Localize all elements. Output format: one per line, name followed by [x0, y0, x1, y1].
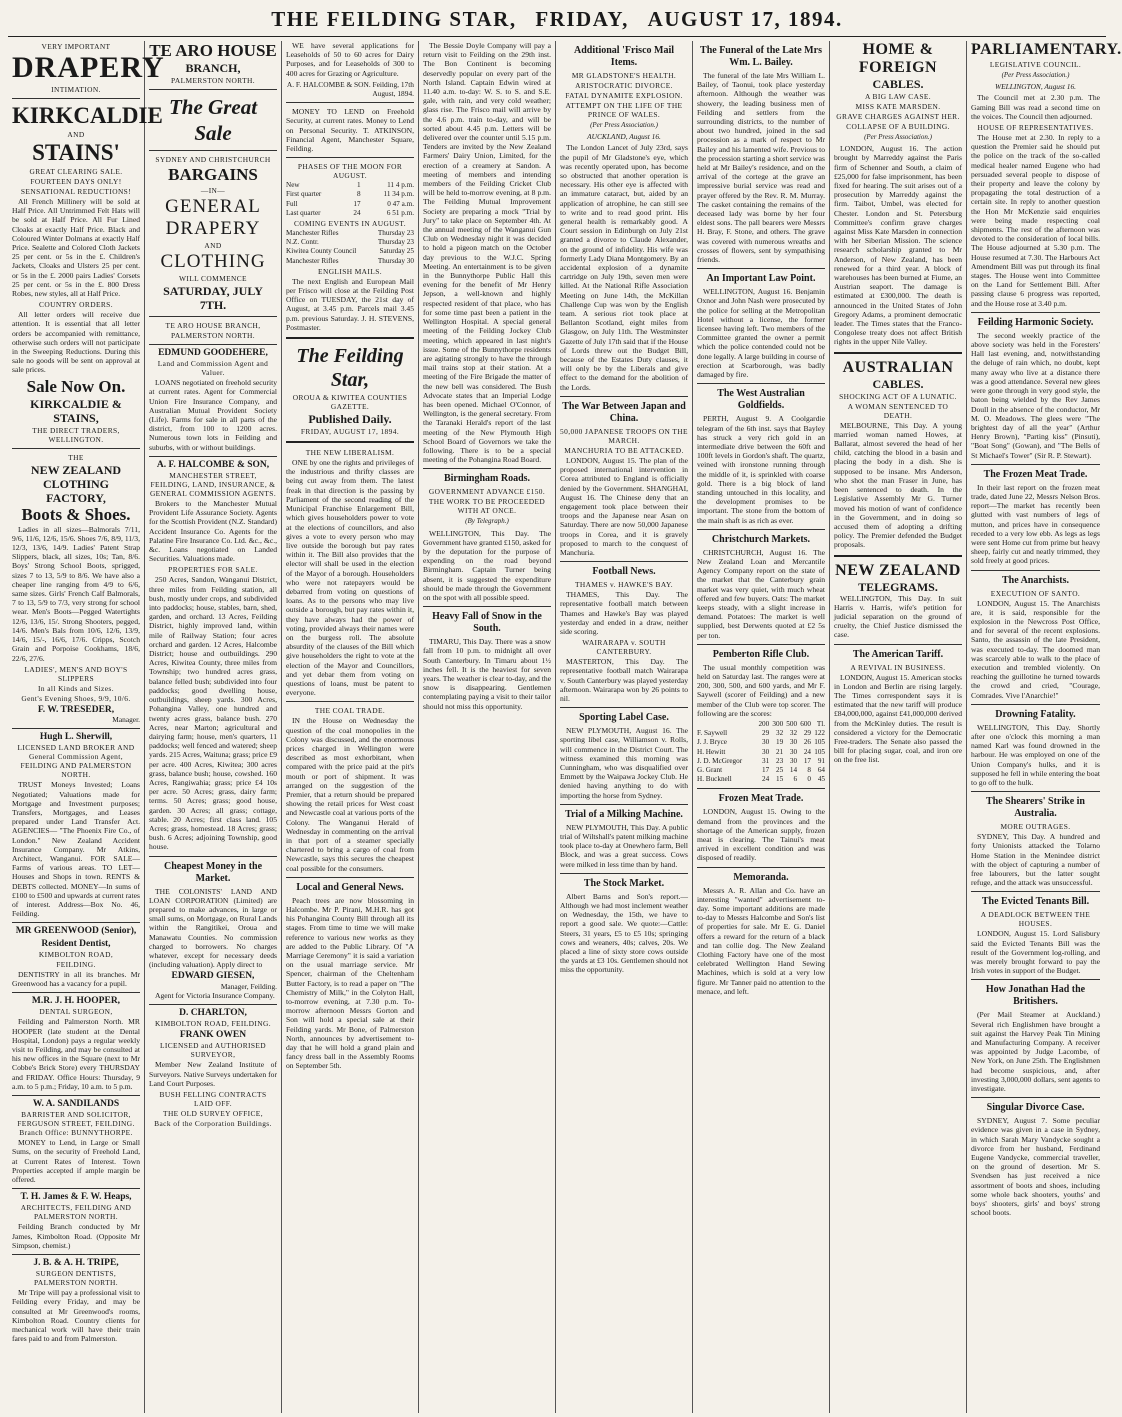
jonathan-heading: How Jonathan Had the Britishers.	[985, 984, 1086, 1008]
divorce-text: SYDNEY, August 7. Some peculiar evidence was given in a case in Sydney, in which Sarah Mary Vandycke sought a divorce from her husband, Ferdinand Eugene Vandycke, commercial traveller, on the ground of desertion. Mr S. Svendsen has just received a nice assortment of boots and shoes, including some whole back shooters, youths' and boys' shooters, girls' and boys' strong school boots.	[971, 1116, 1100, 1218]
ad-dentist: Resident Dentist,	[41, 938, 111, 949]
moon-cell: Full	[286, 199, 298, 208]
birm-tel: (By Telegraph.)	[465, 517, 509, 526]
rifle-cell: 23	[775, 756, 784, 765]
waira-sub: WAIRARAPA v. SOUTH CANTERBURY.	[582, 638, 666, 657]
ad-applic: WE have several applications for Leaseholds of 50 to 60 acres for Dairy Purposes, and for Leaseholds of 300 to 400 acres for Grazing or Agriculture.	[286, 41, 414, 78]
rifle-cell: 14	[789, 766, 798, 774]
aus-text: MELBOURNE, This Day. A young married woman named Howes, at Ballarat, almost severed the head of her child, catching the blood in a basin and placing the body in a dish. She is supposed to be insane. Mrs Anderson, who shot the man Fraser in June, has been sentenced to death. In the Legislative Assembly Mr G. Turner moved his motion of want of confidence in the Government, and in doing so accused them of adopting a drifting policy. The Premier defended the Budget proposals.	[834, 420, 962, 550]
evicted-heading: The Evicted Tenants Bill.	[981, 896, 1090, 908]
aus-woman: A WOMAN SENTENCED TO DEATH.	[847, 401, 949, 420]
ad-goodhere: EDMUND GOODEHERE,	[158, 348, 268, 358]
ad-commence: WILL COMMENCE	[179, 274, 247, 283]
ad-hooper: M.R. J. H. HOOPER,	[31, 996, 121, 1007]
rifle-cell: Tl.	[816, 719, 825, 728]
frozen-heading: The Frozen Meat Trade.	[983, 468, 1088, 480]
ad-money: MONEY TO LEND on Freehold Security, at current rates. Money to Lend on Personal Security. T. ATKINSON, Financial Agent, Manchester Square, Feilding.	[286, 107, 414, 154]
paper-date: AUGUST 17, 1894.	[647, 7, 843, 31]
ad-clothing: CLOTHING	[160, 251, 266, 272]
ad-sale-now: Sale Now On.	[26, 376, 126, 396]
ad-in: —IN—	[200, 186, 226, 195]
ad-kirkcaldie: KIRKCALDIE	[12, 103, 163, 128]
ad-applic-sig: A. F. HALCOMBE & SON. Feilding, 17th August, 1894.	[286, 79, 414, 99]
coming-table	[286, 229, 414, 266]
coming-cell: Thursday 30	[377, 256, 414, 265]
rifle-heading: Pemberton Rifle Club.	[712, 648, 810, 660]
stock-heading: The Stock Market.	[583, 877, 665, 889]
ad-bargains: BARGAINS	[168, 165, 258, 184]
football-sub: THAMES v. HAWKE'S BAY.	[575, 580, 673, 590]
moon-cell: 1	[356, 181, 361, 190]
rifle-cell: 21	[775, 747, 784, 756]
editorial-heading: THE NEW LIBERALISM.	[305, 448, 395, 458]
milk-heading: Trial of a Milking Machine.	[565, 808, 683, 820]
frisco-text: The London Lancet of July 23rd, says the pupil of Mr Gladstone's eye, which was recently operated upon, has become so obstructed that another operation is necessary. His other eye is affected with an immature cataract, but, aided by an application of atrophine, he can still see to write and to read good print. His general health is remarkably good. A Court session in Edinburgh on July 21st granted a divorce to Claude Alexander, on the ground of infidelity. His wife was formerly Lady Diana Montgomery. By an accidental explosion of a dynamite cartridge on July 19th, seven men were killed. At the National Rifle Association Meeting on June 14th, the McKillan Challenge Cup was won by the English team. A serious riot took place at Bellanton Scotland, eight miles from Glasgow, on July 11th. The Westminster Gazette of July 17th said that if the House of Lords threw out the Budget Bill, because of the Estates Duty clauses, it will only be by the Liberals and give effect to the demand for the abolition of the Lords.	[560, 143, 688, 392]
milk-text: NEW PLYMOUTH, This Day. A public trial of Wiltshall's patent milking machine took place to-day at Onewhero farm, Bell Block, and was a great success. Cows were milked in less time than by hand.	[560, 822, 688, 869]
ad-james-sub: ARCHITECTS, FEILDING AND PALMERSTON NORTH.	[20, 1203, 132, 1222]
moon-cell: 24	[353, 208, 361, 217]
rifle-cell: 24	[762, 775, 770, 784]
ad-charlton-sub: KIMBOLTON ROAD, FEILDING.	[155, 1019, 271, 1029]
masthead	[8, 6, 1106, 37]
mails-heading: ENGLISH MAILS.	[318, 266, 382, 276]
column-2	[145, 41, 282, 1413]
ad-treseder: F. W. TRESEDER,	[37, 704, 115, 715]
rifle-cell: 32	[775, 729, 784, 738]
ad-props: PROPERTIES FOR SALE.	[168, 565, 258, 575]
ad-boots-text: Ladies in all sizes—Balmorals 7/11, 9/6, 11/6, 12/6, 15/6. Shoes 7/6, 8/9, 11/3, 12/3, 13/6, 14/9. Ladies' Patent Strap Slippers, black, all sizes, 10s; Tan, 8/6. Boys' Strong School Boots, sprigged, sizes 7 to 13, 5/9 to 8/6. We have also a cheaper line ranging from 4/9 to 6/6, same sizes. Girls' French Calf Balmorals, 7 to 13, 5/9 to 7/3, very strong for school wear. Men's Boots—Pegged Watertights 12/6, 13/6, 15/. Strong Shooters, pegged, 14/6. Men's Bals from 10/6, 12/6, 13/9, 14/6, 15/-, 16/6, 17/6. Cripps, Scotch Grain and Porpoise Cookhams, 18/6, 22/6, 27/6.	[12, 524, 140, 663]
ad-country-text: All letter orders will receive due attention. It is essential that all letter orders be accompanied with remittance, otherwise such orders will not participate in the Sweeping Reductions. During this sale no goods will be sent on approval at sale prices.	[12, 310, 140, 375]
ad-and: AND	[67, 130, 85, 139]
rifle-cell: 122	[814, 729, 825, 738]
coming-cell: Thursday 23	[377, 238, 414, 247]
drown-heading: Drowning Fatality.	[995, 708, 1076, 720]
ad-sens: SENSATIONAL REDUCTIONS!	[20, 187, 132, 196]
rifle-cell: 29	[803, 729, 811, 738]
birm-sub-2: THE WORK TO BE PROCEEDED WITH AT ONCE.	[428, 497, 546, 516]
war-text: LONDON, August 15. The plan of the proposed international intervention in Corea attributed to England is officially denied by the Government. SHANGHAI, August 16. The Chinese deny that an engagement took place between their troops and the Japanese near Asan on Saturday. There are now 50,000 Japanese troops in Corea, and it is gravely proposed to march to the conquest of Manchuria.	[560, 455, 688, 557]
ad-bush: BUSH FELLING CONTRACTS LAID OFF.	[159, 1090, 267, 1108]
ad-james-text: Feilding Branch conducted by Mr James, Kimbolton Road. (Opposite Mr Simpson, chemist.)	[12, 1222, 140, 1250]
shear-sub: MORE OUTRAGES.	[1000, 822, 1071, 832]
coming-cell: Thursday 23	[377, 229, 414, 238]
ad-halcombe-sub: MANCHESTER STREET, FEILDING, LAND, INSURANCE, & GENERAL COMMISSION AGENTS.	[149, 471, 277, 499]
home-agency: (Per Press Association.)	[864, 133, 932, 141]
rifle-cell: 200	[758, 719, 770, 728]
rifle-cell: 30	[789, 747, 798, 756]
memo-heading: Memoranda.	[733, 871, 789, 883]
newspaper-flag: The Feilding Star,	[296, 345, 404, 392]
aus-heading: AUSTRALIAN	[842, 358, 954, 376]
frisco-heading: Additional 'Frisco Mail Items.	[574, 45, 674, 68]
issue-date: FRIDAY, AUGUST 17, 1894.	[300, 427, 400, 437]
birm-sub: GOVERNMENT ADVANCE £150.	[428, 487, 546, 497]
stock-text: Albert Barns and Son's report.—Although we had most inclement weather on Wednesday, the 15th, we have to report a good sale. We quote:—Cattle: Steers, 31 years, £5 to £5 10s; springing cows and weaners, 40s; calves, 20s. We placed a line of sixty store cows outside the yards at £3 10s. Gentlemen should not miss the opportunity.	[560, 891, 688, 975]
ad-slippers-text: In all Kinds and Sizes.	[38, 683, 114, 693]
law-case-sub: A BIG LAW CASE.	[864, 92, 932, 101]
ad-frank: FRANK OWEN	[179, 1030, 247, 1041]
rifle-cell: 91	[817, 756, 825, 765]
rifle-cell: 45	[817, 775, 825, 784]
coming-cell: Saturday 25	[379, 247, 414, 256]
rifle-cell: G. Grant	[697, 766, 723, 774]
ad-boots: Boots & Shoes.	[21, 504, 131, 524]
rifle-cell: 25	[775, 766, 784, 774]
ad-gents: Gent's Evening Shoes, 9/9, 10/6.	[21, 693, 131, 703]
rifle-row	[697, 757, 825, 766]
jonathan-text: (Per Mail Steamer at Auckland.) Several rich Englishmen have brought a suit against the Harvey Peak Tin Mining and Manufacturing Company. A receiver was appointed by Judge Lacombe, of New York, on June 25th. The Englishmen had become suspicious, and, after investing 3,000,000 dollars, sent agents to investigate.	[971, 1010, 1100, 1094]
sport-text: NEW PLYMOUTH, August 16. The sporting libel case, Williamson v. Rolls, will commence in the District Court. The witness examined this morning was Cunningham, who was disqualified over Emmett by the Waipawa Jockey Club. He denied having anything to do with importing the horse from Sydney.	[560, 726, 688, 800]
football-text: THAMES, This Day. The representative football match between Thames and Hawke's Bay was played yesterday and ended in a draw, neither side scoring.	[560, 590, 688, 636]
ad-general: GENERAL	[165, 196, 261, 217]
christ-text: CHRISTCHURCH, August 16. The New Zealand Loan and Mercantile Agency Company report on the state of the market that the Canterbury grain market was very quiet, with much wheat offered and few buyers. Oats: The market keeps steady, with a slight increase in demand. Potatoes: The market is well supplied, best Derwents quoted at £2 5s per ton.	[697, 547, 825, 640]
moon-cell: Last quarter	[286, 208, 321, 217]
column-4	[419, 41, 556, 1413]
ad-intimation: INTIMATION.	[51, 85, 101, 94]
column-8	[967, 41, 1122, 1413]
ad-tripe-sub: SURGEON DENTISTS, PALMERSTON NORTH.	[34, 1269, 118, 1288]
divorce-heading: Singular Divorce Case.	[986, 1102, 1085, 1114]
ad-giesen: EDWARD GIESEN,	[171, 971, 255, 982]
aus-shock: SHOCKING ACT OF A LUNATIC.	[839, 391, 957, 401]
ad-nz-cloth: NEW ZEALAND CLOTHING FACTORY,	[30, 462, 122, 505]
war-heading: The War Between Japan and China.	[562, 400, 686, 424]
birm-heading: Birmingham Roads.	[443, 473, 531, 485]
rifle-row	[697, 729, 825, 738]
editorial-text: ONE by one the rights and privileges of the industrious and thrifty classes are being cut away from them. The latest freak in that direction is the passing by Parliament of the second reading of the Municipal Franchise Enlargement Bill, which gives householders power to vote at the elections of councillors, and also gives a vote to every person who may live outside the borough but pay rates within it. The Bill also provides that the elector will shall be used in the election of the Mayor of a borough. Householders who were not ratepayers would be debarred from voting on questions of loans. As to the persons who may live outside a borough, but pay rates within it, they have always had the power of voting, provided always their names were on the burgess roll. The absolute absurdity of the clauses of the Bill which give householders the right to vote at the election of the Mayor and Councillors, and yet debar them from voting on questions of loans, must be patent to everyone.	[286, 458, 414, 698]
ad-survey: THE OLD SURVEY OFFICE,	[163, 1109, 263, 1118]
rifle-cell: H. Bucknell	[697, 775, 732, 784]
evicted-sub: A DEADLOCK BETWEEN THE HOUSES.	[980, 910, 1091, 929]
shear-heading: The Shearers' Strike in Australia.	[986, 796, 1085, 820]
anarch-text: LONDON, August 15. The Anarchists are, it is said, responsible for the explosion in the Newcross Post Office, and for several of the recent explosions. Santo, the assassin of the late President, was executed to-day. The doomed man was scarcely able to walk to the place of execution and trembled violently. On reaching the guillotine he turned towards the crowd and cried, "Courage, Comrades. Vive l'Anarchie!"	[971, 598, 1100, 700]
coming-cell: N.Z. Contr.	[286, 238, 319, 247]
moon-cell: 8	[356, 190, 361, 199]
mails-text: The next English and European Mail per Frisco will close at the Feilding Post Office on TUESDAY, the 21st day of August, at 3.45 p.m. Parcels mail 3.45 p.m. previous Saturday. J. H. STEVENS, Postmaster.	[286, 276, 414, 332]
rifle-row	[697, 738, 825, 747]
ad-sale: GREAT CLEARING SALE.	[29, 167, 123, 176]
rifle-row	[697, 748, 825, 757]
rifle-cell: 8	[807, 766, 811, 774]
ad-sandilands: W. A. SANDILANDS	[32, 1099, 120, 1109]
rifle-cell: 31	[762, 756, 770, 765]
rifle-cell: 105	[814, 747, 825, 756]
ad-sydney: SYDNEY AND CHRISTCHURCH	[155, 155, 271, 164]
rifle-cell: 24	[803, 747, 811, 756]
drown-text: WELLINGTON, This Day. Shortly after one o'clock this morning a man named Karl was found drowned in the harbour. He was employed on one of the Union Company's hulks, and it is supposed he fell in while entering the boat to go off to the hulk.	[971, 722, 1100, 787]
rifle-table	[697, 720, 825, 784]
christ-heading: Christchurch Markets.	[711, 533, 811, 545]
ad-stains: STAINS'	[32, 140, 120, 165]
moon-row	[286, 181, 414, 190]
football-heading: Football News.	[592, 566, 656, 578]
ad-the: THE	[68, 452, 84, 462]
rifle-cell: 17	[762, 766, 770, 774]
rifle-cell: 30	[762, 738, 770, 747]
ad-firm: KIRKCALDIE & STAINS,	[30, 396, 122, 425]
coal-heading: THE COAL TRADE.	[314, 706, 386, 716]
nz-heading: NEW ZEALAND	[835, 561, 961, 579]
coming-cell: Manchester Rifles	[286, 256, 339, 265]
moon-row	[286, 200, 414, 209]
home-foreign-heading: HOME & FOREIGN	[858, 41, 938, 76]
published: Published Daily.	[308, 412, 392, 427]
ad-kimbolton: KIMBOLTON ROAD,	[38, 949, 114, 959]
anarch-sub: EXECUTION OF SANTO.	[990, 588, 1081, 598]
rifle-cell: J. J. Bryce	[697, 738, 727, 747]
ad-money-text: MONEY to Lend, in Large or Small Sums, on the security of Freehold Land, at Current Rates of Interest. Town Properties accepted if ample margin be offered.	[12, 1138, 140, 1185]
leg-heading: LEGISLATIVE COUNCIL.	[989, 60, 1082, 69]
nz-text: WELLINGTON, This Day. In suit Harris v. Harris, wife's petition for judicial separation on the ground of cruelty, the Chief Justice dismissed the case.	[834, 593, 962, 640]
collapse-sub: COLLAPSE OF A BUILDING.	[846, 122, 950, 131]
coming-row	[286, 247, 414, 256]
paper-day: FRIDAY,	[535, 7, 629, 31]
sport-heading: Sporting Label Case.	[579, 712, 669, 724]
grave-sub: GRAVE CHARGES AGAINST HER.	[836, 112, 960, 121]
rifle-cell: 29	[762, 729, 770, 738]
rifle-cell: F. Saywell	[697, 729, 728, 738]
frisco-fatal: FATAL DYNAMITE EXPLOSION.	[565, 91, 683, 100]
ad-feilding: FEILDING.	[56, 959, 96, 969]
house-text: The House met at 2.30. In reply to a question the Premier said he should put the police on the track of the so-called medical healer named Eugene who had persuaded several people to dispose of their property and leave the colony by propagating the total destruction of a certain site. In reply to another question the Hon Mr McKenzie said enquiries were being made respecting coal shipments. The rest of the afternoon was devoted to the consideration of local bills. The House adjourned at 5.30 p.m. The House resumed at 7.30. The Harbours Act Amendment Bill was put through its final stages. The House went into Committee on the Land for Settlement Bill. After passing clause 6 progress was reported, and the House rose at 3.40 p.m.	[971, 133, 1100, 308]
frisco-attempt: ATTEMPT ON THE LIFE OF THE PRINCE OF WALES.	[565, 101, 683, 119]
ad-halcombe-text: Brokers to the Manchester Mutual Provident Life Assurance Society. Agents for the Scottish Provident (N.Z. Standard) Accident Insurance Co. Agents for the Palatine Fire Insurance Co. Ltd. &c., &c., &c. Loans negotiated on Landed Securities. Valuations made.	[149, 499, 277, 564]
ad-great-sale: The Great Sale	[168, 95, 258, 145]
column-7	[830, 41, 967, 1413]
ad-drapery-2: DRAPERY	[165, 218, 261, 239]
memo-text: Messrs A. R. Allan and Co. have an interesting "wanted" advertisement to-day. Some important additions are made to-day to Messrs Halcombe and Son's list of properties for sale. Mr E. G. Daniel offers a reward for the return of a black and tan collie dog. The New Zealand Clothing Factory have one of the most celebrated Wellington Hand Sewing Machines, which is sold at a very low figure. Mr Tanner paid no attention to the menace, and left.	[697, 885, 825, 996]
parl-dateline: WELLINGTON, August 16.	[994, 82, 1077, 92]
home-text: LONDON, August 16. The action brought by Marreddy against the Paris firm of Schenner and South, a claim of £25,000 for false imprisonment, has been fixed for hearing. The suit arises out of a prosecution by Marreddy against the firm. Taibot, Umbel, was elected for Chester. London and St. Petersburg Committee's confirm grave charges against Miss Kate Marsden in connection with her Siberian Mission. The science research scholarship granted to Mr Anderson, of New Zealand, has been renewed for a third year. A block of warehouses has been burned at Fiume, an Austrian seaport. The damage is estimated at £300,000. The death is announced in the United States of John Gregory Adams, a prominent democratic leader. The Times states that the Franco-Congolese treaty does not affect British rights in the upper Nile Valley.	[834, 144, 962, 347]
ad-and-2: AND	[204, 241, 222, 250]
coming-row	[286, 257, 414, 266]
tariff-sub: A REVIVAL IN BUSINESS.	[850, 662, 946, 672]
local-text: Peach trees are now blossoming in Halcombe. Mr P. Pirani, M.H.R. has got his Pohangina County Bill through all its stages. From time to time we will make reference to various new works as they are added to the Public Library. Of "A Marriage Ceremony" it is said a variation on the usual marriage service. Mr Spencer, chairman of the Cheltenham Butter Factory, is to read a paper on "The Chemistry of Milk," in the Colyton Hall, to-morrow evening, at 7.30 p.m. To-morrow afternoon Messrs Gorton and Son will hold a special sale at their Feilding yards. Mr Bone, of Palmerston North, announces by advertisement to-day that he will hold a grand plain and fancy dress ball in the Assembly Rooms on September 5th.	[286, 895, 414, 1071]
funeral-text: The funeral of the late Mrs William L. Bailey, of Taonui, took place yesterday afternoon. Although the weather was showery, the leading business men of Feilding and settlers from the surrounding districts, to the number of about two hundred, joined in the sad procession as a mark of respect to Mr Bailey and his lamented wife. Previous to the procession starting a short service was held at Mr Bailey's residence, and on the arrival of the cortege at the grave an impressive burial service was read and prayer offered by the Rev. R. M. Murray. The casket containing the remains of the deceased lady was borne by her four eldest sons. The pall bearers were Messrs H. Bray, F. Stone, and others. The grave was covered with numerous wreaths and crosses of flowers, sent by sympathising friends.	[697, 71, 825, 265]
ad-country: COUNTRY ORDERS.	[39, 300, 113, 310]
rifle-row	[697, 775, 825, 784]
rifle-cell: H. Hewitt	[697, 747, 726, 756]
ad-days: FOURTEEN DAYS ONLY!	[30, 177, 122, 186]
moon-heading: PHASES OF THE MOON FOR AUGUST.	[297, 162, 403, 181]
funeral-heading: The Funeral of the Late Mrs Wm. L. Bailey.	[700, 45, 822, 68]
ad-tag: VERY IMPORTANT	[41, 42, 111, 51]
rifle-cell: 30	[789, 756, 798, 765]
rifle-cell: 6	[793, 775, 798, 784]
ad-palm-2: PALMERSTON NORTH.	[171, 331, 255, 340]
coming-heading: COMING EVENTS IN AUGUST.	[293, 219, 407, 229]
ad-giesen-text: Agent for Victoria Insurance Company.	[155, 990, 275, 1000]
snow-heading: Heavy Fall of Snow in the South.	[432, 611, 542, 635]
moon-cell: 6 51 p.m.	[386, 208, 414, 217]
rifle-cell: 0	[807, 775, 811, 784]
rifle-cell: 300	[772, 719, 784, 728]
moon-row	[286, 190, 414, 199]
rifle-cell: J. D. McGregor	[697, 756, 743, 765]
marsden-sub: MISS KATE MARSDEN.	[855, 102, 941, 111]
birm-text: WELLINGTON, This Day. The Government have granted £150, asked for by the deputation for the purpose of expending on the road beyond Birmingham. Captain Turner being absent, it is suggested the expenditure should be made through the Government on the spot with all possible speed.	[423, 528, 551, 602]
rifle-cell: 32	[789, 729, 798, 738]
rifle-cell: 600	[800, 719, 811, 728]
war-sub-2: MANCHURIA TO BE ATTACKED.	[564, 445, 684, 455]
cables-heading: CABLES.	[872, 77, 924, 91]
rifle-cell: 15	[775, 775, 784, 784]
ad-goodhere-sub: Land and Commission Agent and Valuer.	[157, 359, 269, 378]
aus-cables: CABLES.	[872, 376, 924, 391]
column-1	[8, 41, 165, 1413]
parl-agency: (Per Press Association.)	[1001, 71, 1070, 79]
waira-text: MASTERTON, This Day. The representative football match Wairarapa v. South Canterbury was played yesterday afternoon. Wairarapa won by 26 points to nil.	[560, 657, 688, 703]
law-text: WELLINGTON, August 16. Benjamin Oxnor and John Nash were prosecuted by the police for selling at the Metropolitan Hotel without a license, the former licensee having left. Two members of the Committee granted the owner a permit which the police contended could not be done legally. A large building in course of erection at Scarborough, was badly damaged by fire.	[697, 287, 825, 380]
ad-greenwood: MR GREENWOOD (Senior),	[15, 926, 137, 937]
coming-row	[286, 238, 414, 247]
rifle-cell: 19	[775, 738, 784, 747]
coming-cell: Kiwitea County Council	[286, 247, 357, 256]
ad-hooper-text: Feilding and Palmerston North. MR HOOPER (late student at the Dental Hospital, London) pays a regular weekly visit to Feilding, and may be consulted at his new offices in the Square (next to Mr Cobbe's Brick Store) every THURSDAY and FRIDAY. Office Hours: Thursday, 9 a.m. to 5 p.m.; Friday, 10 a.m. to 5 p.m.	[12, 1017, 140, 1091]
moon-cell: 11 4 p.m.	[387, 181, 414, 190]
local-text-2: The Bessie Doyle Company will pay a return visit to Feilding on the 29th inst. The Bon Continent is becoming deservedly popular on every part of the North Island. Captain Edwin wired at 11.40 a.m. to-day: W. S. to S. and S.E. gale, with rain, and very cold weather; glass rise. The Frisco mail will arrive by the 4.6 p.m. train to-day, and will be sorted about 4.45 p.m. Letters will be delivered over the counter until 5.15 p.m. Tenders are invited by the New Zealand Farmers' Dairy Union, Limited, for the erection of a creamery at Sandon. A meeting of members and intending members of the Feilding Cricket Club will be held to-morrow evening, at 8 p.m. The Feilding Mutual Improvement Society are preparing a mock "Trial by Jury" to take place on September 4th. At the annual meeting of the Wanganui Gun Club on Wednesday night it was decided to hold a pigeon match on the October day previous to the W.J.C. Spring Meeting. An entertainment is to be given in the Bunnythorpe Public Hall this evening for the benefit of Mr Henry Jepson, a well-known and highly respected resident of that place, who has for some time past been a patient in the Wellington Hospital. A special general meeting of the Feilding Jockey Club meeting, which appeared in last night's issue. Some of the Bunnythorpe residents are agitating strongly to have the through mail trains stop at their station. At a meeting of the Fire Brigade the matter of the new bell was considered. The Bush Advocate states that an Imperial Lodge has been opened. Michael O'Connor, of Wellington, is the general secretary. From the Taranaki Herald's report of the last meeting of the New Plymouth High School Board of Governors we take the following. There is to be a special meeting of the Pohangina Road Board.	[423, 41, 551, 465]
rifle-cell: 30	[789, 738, 798, 747]
ad-sherwill: Hugh L. Sherwill,	[39, 732, 113, 743]
column-3	[282, 41, 419, 1413]
column-5	[556, 41, 693, 1413]
frisco-dateline: AUCKLAND, August 16.	[587, 132, 661, 142]
local-heading: Local and General News.	[296, 881, 404, 893]
frozen-heading-2: Frozen Meat Trade.	[718, 793, 804, 805]
parl-text: The Council met at 2.30 p.m. The Gaming Bill was read a second time on the voices. The Council then adjourned.	[971, 93, 1100, 121]
parl-heading: PARLIAMENTARY.	[971, 41, 1122, 58]
paper-name: THE FEILDING STAR,	[271, 7, 517, 31]
rifle-cell: 26	[803, 738, 811, 747]
harmonic-text: The second weekly practice of the above society was held in the Foresters' Hall last evening, and, notwithstanding the deluge of rain which, no doubt, kept many away who live at a distance there was a good attendance. Several new glees were gone through in very good style, the baton being wielded by the Rev James Doull in the absence of the conductor, Mr M. O. Meadows. The glees were "The brightest day of all the year" (Arthur Henry Brown), "Parting kiss" (Pinsuti), "Boat Song" (Gowan), and "The Bells of St Michael's Tower" (Sir R. P. Stewart).	[971, 330, 1100, 460]
moon-row	[286, 209, 414, 218]
ad-sherwill-text: TRUST Moneys Invested; Loans Negotiated; Valuations made for Mortgage and Investment purposes; Transfers, Mortgages, and Leases prepared under Land Transfer Act. AGENCIES— "The Phoenix Fire Co., of London." New Zealand Accident Insurance Company. Mr Atkins, Architect, Wanganui. FOR SALE—Farms of various areas. TO LET—Houses and Shops in town. RENTS & DEBTS collected. MONEY—In sums of £100 to £500 and upwards at current rates of interest. Address—Box No. 46, Feilding.	[12, 780, 140, 919]
gold-heading: The West Australian Goldfields.	[717, 388, 805, 412]
frozen-text-2: LONDON, August 15. Owing to the demand from the provinces and the shortage of the American supply, frozen meat is clearing. The Tainui's meat arrived in excellent condition and was disposed of readily.	[697, 807, 825, 863]
rifle-cell: 17	[803, 756, 811, 765]
columns	[8, 41, 1122, 1413]
ad-saturday: SATURDAY, JULY 7TH.	[163, 284, 263, 312]
ad-frank-sub: LICENSED and AUTHORISED SURVEYOR,	[159, 1041, 267, 1060]
ad-survey-sub: Back of the Corporation Buildings.	[154, 1119, 272, 1128]
flag-sub: OROUA & KIWITEA COUNTIES GAZETTE.	[292, 393, 408, 412]
rifle-row	[697, 720, 825, 729]
ad-firm-addr: THE DIRECT TRADERS, WELLINGTON.	[32, 425, 120, 444]
frisco-aristo: ARISTOCRATIC DIVORCE.	[575, 81, 673, 90]
ad-slippers: LADIES', MEN'S AND BOY'S SLIPPERS	[24, 664, 128, 683]
rifle-text: The usual monthly competition was held on Saturday last. The ranges were at 200, 300, 500, and 600 yards, and Mr F. Saywell (scorer of Feilding) and a new member of the Club were top scorer. The following are the scores:	[697, 662, 825, 718]
ad-tearo: TE ARO HOUSE	[149, 41, 277, 60]
coming-cell: Manchester Rifles	[286, 229, 339, 238]
ad-tearo-2: TE ARO HOUSE BRANCH,	[165, 321, 261, 330]
ad-goodhere-text: LOANS negotiated on freehold security at current rates. Agent for Commercial Union Fire Insurance Company, and Australian Mutual Provident Society (Life). Farms for sale in all parts of the district, from 100 to 1200 acres. Numerous town lots in Feilding and suburbs, with or without buildings.	[149, 378, 277, 452]
ad-palm: PALMERSTON NORTH.	[171, 76, 255, 85]
gold-text: PERTH, August 9. A Coolgardie telegram of the 6th inst. says that Bayley has struck a very rich gold in an intermediate drive between the 60ft and 100ft levels in Gordon's shaft. The quartz, veined with ironstone running through the middle of it, is sprinkled with coarse gold. There is a big block of land standing untouched in this locality, and the development promises to be important. The stone from the bottom of the main shaft is as rich as ever.	[697, 414, 825, 525]
shear-text: SYDNEY, This Day. A hundred and forty Unionists attacked the Tolarno Home Station in the Menindee district with the object of capturing a number of free labourers, but the latter sought refuge, and the attack was unsuccessful.	[971, 832, 1100, 888]
rifle-cell: 30	[762, 747, 770, 756]
house-heading: HOUSE OF REPRESENTATIVES.	[977, 123, 1094, 133]
ad-dentist-text: DENTISTRY in all its branches. Mr Greenwood has a vacancy for a pupil.	[12, 969, 140, 988]
moon-cell: New	[286, 181, 300, 190]
moon-cell: 0 47 a.m.	[387, 199, 414, 208]
ad-branch: BRANCH,	[185, 61, 241, 75]
ad-halcombe: A. F. HALCOMBE & SON,	[156, 459, 270, 470]
frisco-gladstone: MR GLADSTONE'S HEALTH.	[571, 71, 677, 80]
ad-frank-text: Member New Zealand Institute of Surveyors. Native Surveys undertaken for Land Court Purposes.	[149, 1060, 277, 1088]
moon-cell: First quarter	[286, 190, 322, 199]
moon-cell: 11 34 p.m.	[383, 190, 414, 199]
evicted-text: LONDON, August 15. Lord Salisbury said the Evicted Tenants Bill was the result of the Government log-rolling, and was merely brought forward to pay the Irish votes in support of the Budget.	[971, 929, 1100, 976]
column-6	[693, 41, 830, 1413]
war-sub: 50,000 JAPANESE TROOPS ON THE MARCH.	[560, 426, 688, 445]
ad-cheapest: Cheapest Money in the Market.	[163, 860, 263, 884]
nz-telegrams: TELEGRAMS.	[858, 579, 938, 594]
harmonic-heading: Feilding Harmonic Society.	[977, 316, 1094, 328]
moon-table	[286, 181, 414, 218]
rifle-cell: 500	[786, 719, 798, 728]
ad-manager: Manager.	[112, 714, 140, 724]
moon-cell: 17	[353, 199, 361, 208]
tariff-heading: The American Tariff.	[852, 648, 944, 660]
ad-hooper-sub: DENTAL SURGEON,	[39, 1007, 113, 1017]
coal-text: IN the House on Wednesday the question of the coal monopolies in the Colony was discussed, and the enormous prices charged in Wellington were described as most exhorbitant, when compared with the price paid at the pit's mouth or port of shipment. It was arranged on the suggestion of the Premier, that a return should be prepared showing the retail prices for West coast and Newcastle coal at various ports of the Colony. The Wanganui Herald of Wednesday in commenting on the arrival in that port of a steamer specially chartered to bring a cargo of coal from Newcastle, says this secures the cheapest coal possible for the consumers.	[286, 716, 414, 873]
ad-james: T. H. James & F. W. Heaps,	[20, 1192, 132, 1203]
coming-row	[286, 229, 414, 238]
rifle-cell: 105	[814, 738, 825, 747]
tariff-text: LONDON, August 15. American stocks in London and Berlin are rising largely. The Times correspondent says it is estimated that the new tariff will produce £84,000,000, against £41,000,000 derived from the McKinley duties. The result is considered a victory for the Democratic Free-traders. The Senate also passed the bill for placing sugar, coal, and iron ore on the free list.	[834, 672, 962, 765]
frozen-text: In their last report on the frozen meat trade, dated June 22, Messrs Nelson Bros. report—The market has recently been glutted with vast numbers of legs of mutton, and prices have in consequence receded to a very low ebb. As legs as legs were sent Home cut from prime but heavy sheep, fairly cut and neatly trimmed, they sold freely at good prices.	[971, 482, 1100, 566]
ad-tripe-text: Mr Tripe will pay a professional visit to Feilding every Friday, and may be consulted at Mr Greenwood's rooms, Kimbolton Road. Country clients for mechanical work will have their train fares paid to and from Palmerston.	[12, 1288, 140, 1344]
anarch-heading: The Anarchists.	[1001, 574, 1070, 586]
ad-tripe: J. B. & A. H. TRIPE,	[33, 1258, 119, 1269]
ad-charlton: D. CHARLTON,	[179, 1007, 247, 1018]
ad-drapery: DRAPERY	[12, 51, 165, 84]
frisco-agency: (Per Press Association.)	[590, 121, 658, 129]
ad-items: All French Millinery will be sold at Half Price. All Untrimmed Felt Hats will be sold at Half Price. All Fur Lined Cloaks at exactly Half Price. Black and Coloured Winter Dolmans at exactly Half Price. Sealette and Colored Cloth Jackets 25 per cent. or 5s in the £. Children's Jackets, Cloaks and Ulsters 25 per cent. or 5s in the £. 2000 pairs Ladies' Corsets 25 per cent. or 5s in the £. 800 Dress Robes, new styles, all at Half Price.	[12, 197, 140, 299]
ad-props-text: 250 Acres, Sandon, Wanganui District, three miles from Feilding station, all bush, mostly under crops, and subdivided into paddocks; house, stables, barn, shed, garden, and orchard. 13 Acres, Feilding District, highly improved land, within mile of Railway Station; four acres orchard and garden. 12 Acres, Halcombe District; house and outbuildings. 290 Acres, Kiwitea County, three miles from Township; two hundred acres grass, balance felled bush; subdivided into four paddocks; good dwelling house, outbuildings, sheep yards. 300 Acres, Pohangina Valley, one hundred and twenty acres grass, balance bush. 270 Acres, near Marton; agricultural and dairying farm; house, men's quarters, 11 paddocks; well fenced and watered; sheep yards. 215 Acres, Waituna; grass; price £9 per acre. 400 Acres, Kiwitea; 300 acres grass, balance bush; house, cowshed. 160 Acres, Rangiwahia; grass; price £4 10s per acre. 50 Acres; grass, dairy farm; terms. 50 Acres; grass; good house, garden. 30 Acres; all grass; cottage, stable. 20 Acres; first class land. 105 Acres; grass, homestead. 18 Acres; grass; bush. 6 Acres; adjoining Township, good house.	[149, 575, 277, 852]
law-heading: An Important Law Point.	[706, 273, 816, 285]
rifle-cell	[697, 720, 755, 729]
ad-sandilands-sub: BARRISTER AND SOLICITOR, FERGUSON STREET, FEILDING. Branch Office: BUNNYTHORPE.	[17, 1110, 135, 1138]
ad-sherwill-sub: LICENSED LAND BROKER AND General Commission Agent, FEILDING AND PALMERSTON NORTH.	[17, 743, 135, 780]
rifle-cell: 64	[817, 766, 825, 774]
rifle-row	[697, 766, 825, 775]
snow-text: TIMARU, This Day. There was a snow fall from 10 p.m. to midnight all over South Canterbury. In Timaru about 1½ inches fell. It is the heaviest for seven years. The weather is clear to-day, and the snow is disappearing. Gentlemen contemplating paying a visit to their tailor should not miss this opportunity.	[423, 637, 551, 711]
ad-colonists: THE COLONISTS' LAND AND LOAN CORPORATION (Limited) are prepared to make advances, in large or small sums, on Mortgage, on Rural Lands within the Rangitikei, Oroua and Manawatu Counties. No commission charged to borrowers. No charges whatever, except for necessary deeds (including valuation). Apply direct to	[149, 886, 277, 970]
ad-giesen-sub: Manager, Feilding.	[220, 981, 277, 991]
